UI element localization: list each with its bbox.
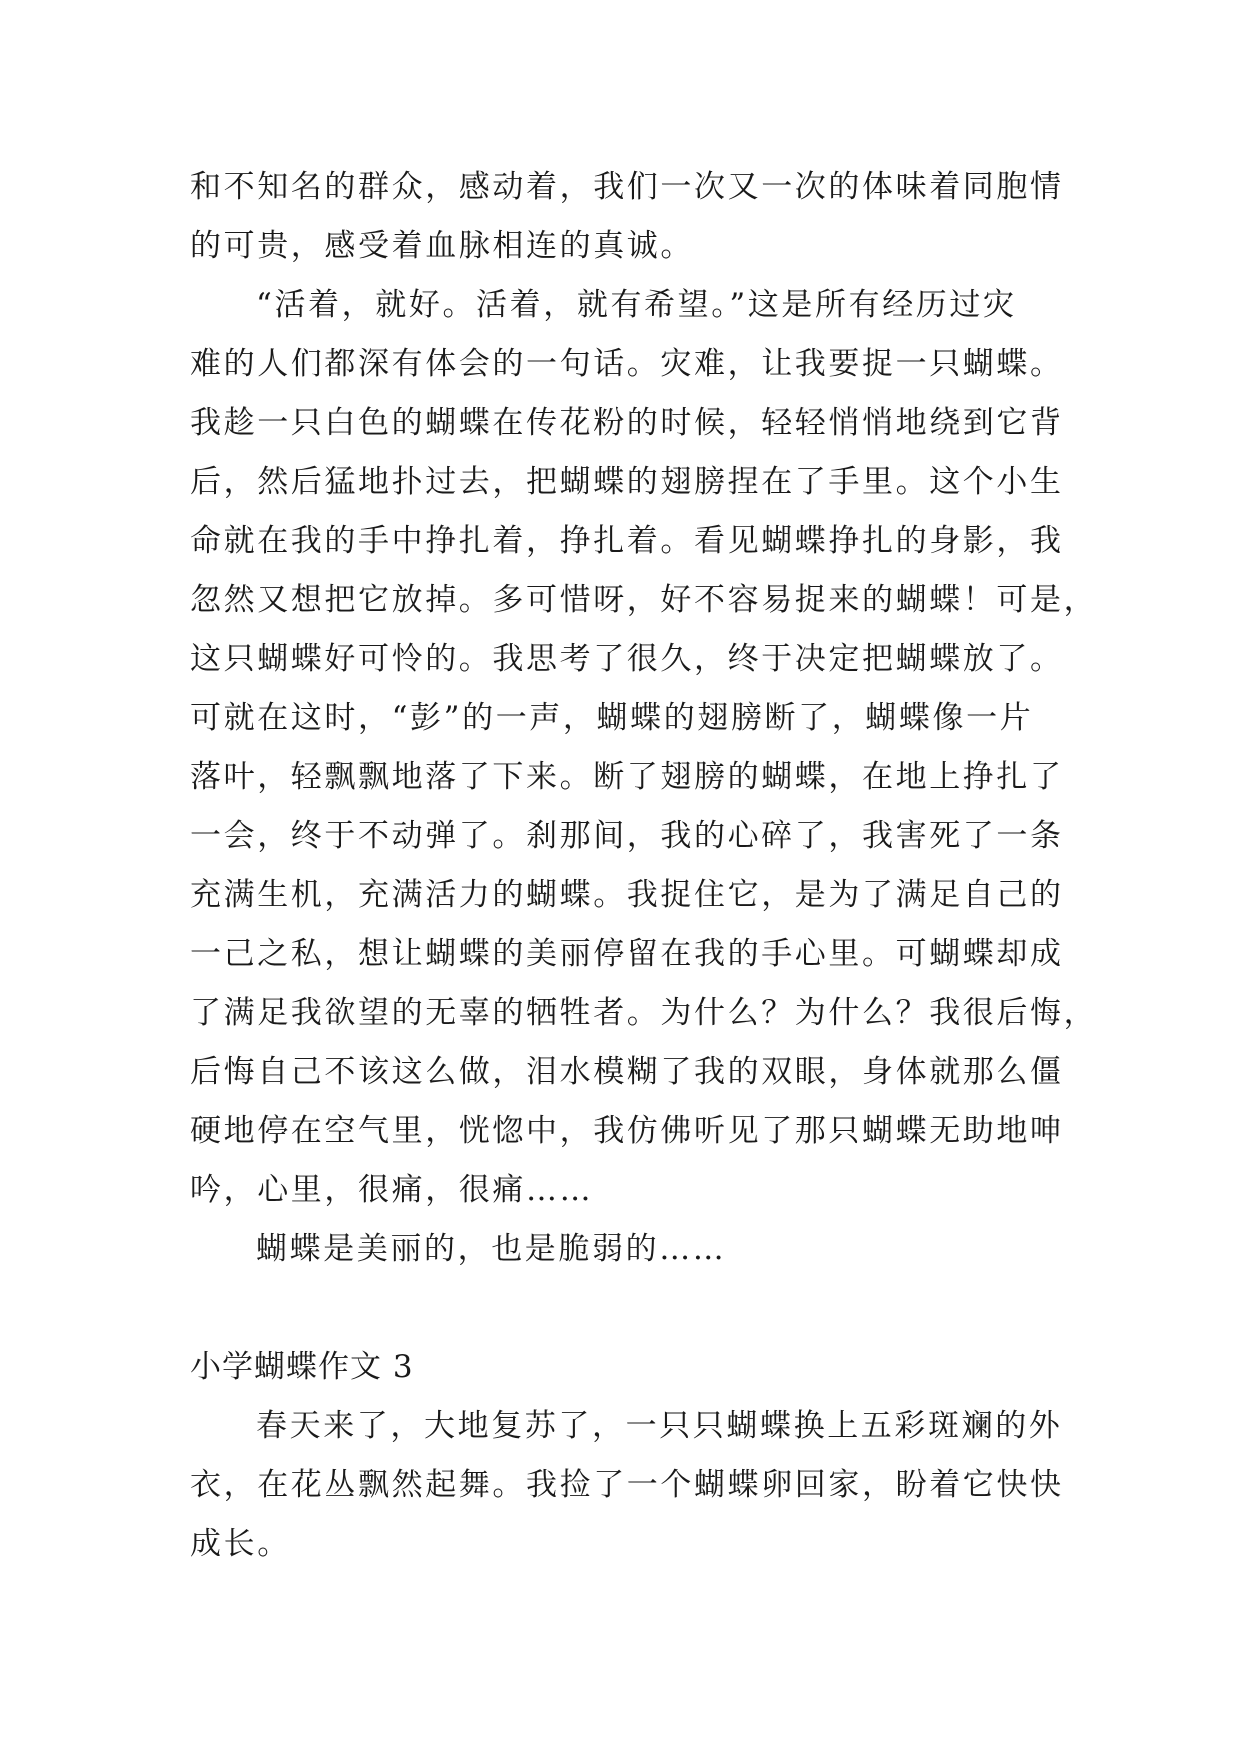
text-line: 一会，终于不动弹了。刹那间，我的心碎了，我害死了一条: [190, 818, 1064, 854]
paragraph-continued: [190, 158, 1070, 276]
paragraph-butterfly-fragile: [190, 1220, 1070, 1279]
text-line: 难的人们都深有体会的一句话。灾难，让我要捉一只蝴蝶。: [190, 346, 1064, 382]
text-line: 后，然后猛地扑过去，把蝴蝶的翅膀捏在了手里。这个小生: [190, 464, 1064, 500]
text-line: 和不知名的群众，感动着，我们一次又一次的体味着同胞情: [190, 169, 1064, 205]
text-line: 落叶，轻飘飘地落了下来。断了翅膀的蝴蝶，在地上挣扎了: [190, 759, 1064, 795]
text-line: 充满生机，充满活力的蝴蝶。我捉住它，是为了满足自己的: [190, 877, 1064, 913]
text-line: 衣，在花丛飘然起舞。我捡了一个蝴蝶卵回家，盼着它快快: [190, 1467, 1064, 1503]
text-line: 后悔自己不该这么做，泪水模糊了我的双眼，身体就那么僵: [190, 1054, 1064, 1090]
text-line: 春天来了，大地复苏了，一只只蝴蝶换上五彩斑斓的外: [256, 1408, 1063, 1444]
text-line: 吟，心里，很痛，很痛……: [190, 1172, 594, 1208]
text-line: “活着，就好。活着，就有希望。”这是所有经历过灾: [256, 287, 1017, 323]
text-line: 我趁一只白色的蝴蝶在传花粉的时候，轻轻悄悄地绕到它背: [190, 405, 1064, 441]
text-line: 一己之私，想让蝴蝶的美丽停留在我的手心里。可蝴蝶却成: [190, 936, 1064, 972]
text-line: 可就在这时，“彭”的一声，蝴蝶的翅膀断了，蝴蝶像一片: [190, 700, 1034, 736]
paragraph-spring: [190, 1397, 1070, 1574]
text-line: 命就在我的手中挣扎着，挣扎着。看见蝴蝶挣扎的身影，我: [190, 523, 1064, 559]
paragraph-disaster: [190, 276, 1098, 1220]
text-line: 蝴蝶是美丽的，也是脆弱的……: [256, 1231, 727, 1267]
section-spacer: [190, 1279, 1070, 1338]
section-heading-block: [190, 1338, 1070, 1397]
section-heading: 小学蝴蝶作文 3: [190, 1349, 414, 1385]
text-line: 了满足我欲望的无辜的牺牲者。为什么？为什么？我很后悔，: [190, 995, 1098, 1031]
text-line: 这只蝴蝶好可怜的。我思考了很久，终于决定把蝴蝶放了。: [190, 641, 1064, 677]
document-body: [190, 158, 1098, 1574]
text-line: 硬地停在空气里，恍惚中，我仿佛听见了那只蝴蝶无助地呻: [190, 1113, 1064, 1149]
text-line: 忽然又想把它放掉。多可惜呀，好不容易捉来的蝴蝶！可是，: [190, 582, 1098, 618]
text-line: 的可贵，感受着血脉相连的真诚。: [190, 228, 694, 264]
text-line: 成长。: [190, 1526, 291, 1562]
